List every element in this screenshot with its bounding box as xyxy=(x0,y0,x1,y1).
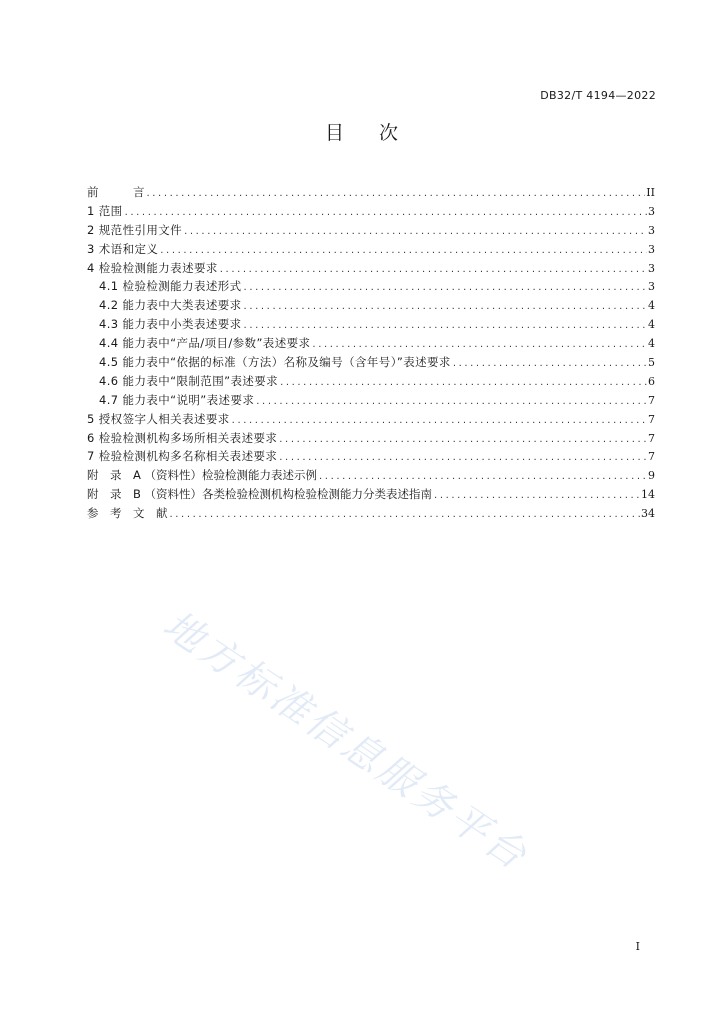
toc-entry-label: 4 检验检测能力表述要求 xyxy=(87,260,218,275)
toc-entry-label: 4.4 能力表中“产品/项目/参数”表述要求 xyxy=(99,336,311,351)
toc-entry-label: 参 考 文 献 xyxy=(87,506,168,521)
toc-entry-label: 4.7 能力表中“说明”表述要求 xyxy=(99,392,255,407)
toc-entry-label: 7 检验检测机构多名称相关表述要求 xyxy=(87,449,278,464)
toc-entry-4-7[interactable] xyxy=(87,391,655,410)
toc-entry-label: 1 范围 xyxy=(87,203,123,218)
toc-entry-page: 7 xyxy=(648,431,655,445)
dot-leader xyxy=(147,185,646,204)
toc-entry-page: 5 xyxy=(648,356,655,370)
page-number: I xyxy=(635,940,640,953)
dot-leader xyxy=(244,298,647,317)
toc-entry-page: 7 xyxy=(648,393,655,407)
watermark: 地方标准信息服务平台 xyxy=(154,602,537,881)
toc-entry-label: 5 授权签字人相关表述要求 xyxy=(87,411,230,426)
toc-entry-4-5[interactable] xyxy=(87,353,655,372)
toc-entry-page: 7 xyxy=(648,450,655,464)
dot-leader xyxy=(453,355,647,374)
toc-entry-bibliography[interactable] xyxy=(87,504,655,523)
dot-leader xyxy=(184,223,647,242)
title-char-2: 次 xyxy=(379,122,400,144)
toc-entry-foreword[interactable] xyxy=(87,183,655,202)
toc-entry-annex-a[interactable] xyxy=(87,466,655,485)
toc-entry-terms[interactable] xyxy=(87,240,655,259)
toc-entry-page: 4 xyxy=(648,337,655,351)
toc-entry-label: 4.3 能力表中小类表述要求 xyxy=(99,317,242,332)
dot-leader xyxy=(160,242,647,261)
toc-entry-normative-references[interactable] xyxy=(87,221,655,240)
toc-entry-4-6[interactable] xyxy=(87,372,655,391)
toc-entry-label: 2 规范性引用文件 xyxy=(87,222,183,237)
toc-entry-scope[interactable] xyxy=(87,202,655,221)
toc-entry-section-4[interactable] xyxy=(87,259,655,278)
toc-entry-page: 14 xyxy=(641,488,655,502)
toc-entry-page: 3 xyxy=(648,242,655,256)
toc-entry-label: 4.2 能力表中大类表述要求 xyxy=(99,298,242,313)
toc-entry-label: 3 术语和定义 xyxy=(87,241,159,256)
page-title xyxy=(0,118,724,145)
toc-entry-label: 前 言 xyxy=(87,185,145,199)
title-char-1: 目 xyxy=(324,122,345,144)
dot-leader xyxy=(125,204,647,223)
dot-leader xyxy=(244,279,647,298)
toc-entry-4-2[interactable] xyxy=(87,296,655,315)
toc-entry-section-6[interactable] xyxy=(87,429,655,448)
dot-leader xyxy=(220,261,647,280)
dot-leader xyxy=(434,487,640,506)
dot-leader xyxy=(279,449,647,468)
toc-entry-4-1[interactable] xyxy=(87,277,655,296)
toc-entry-label: 附 录 A （资料性）检验检测能力表述示例 xyxy=(87,468,318,483)
dot-leader xyxy=(279,431,647,450)
toc-entry-label: 4.6 能力表中“限制范围”表述要求 xyxy=(99,373,279,388)
toc-entry-label: 附 录 B （资料性）各类检验检测机构检验检测能力分类表述指南 xyxy=(87,487,433,502)
toc-entry-label: 4.1 检验检测能力表述形式 xyxy=(99,279,242,294)
dot-leader xyxy=(170,506,641,525)
toc-entry-page: 6 xyxy=(648,374,655,388)
toc-entry-4-4[interactable] xyxy=(87,334,655,353)
table-of-contents xyxy=(87,183,655,523)
document-code: DB32/T 4194—2022 xyxy=(540,89,656,102)
toc-entry-page: II xyxy=(646,186,655,199)
toc-entry-label: 6 检验检测机构多场所相关表述要求 xyxy=(87,430,278,445)
toc-entry-annex-b[interactable] xyxy=(87,485,655,504)
toc-entry-page: 3 xyxy=(648,204,655,218)
toc-entry-page: 3 xyxy=(648,261,655,275)
toc-entry-page: 4 xyxy=(648,299,655,313)
dot-leader xyxy=(232,412,647,431)
dot-leader xyxy=(256,393,647,412)
toc-entry-page: 9 xyxy=(648,469,655,483)
toc-entry-page: 34 xyxy=(641,507,655,521)
toc-entry-page: 7 xyxy=(648,412,655,426)
toc-entry-section-7[interactable] xyxy=(87,447,655,466)
dot-leader xyxy=(280,374,647,393)
toc-entry-page: 4 xyxy=(648,318,655,332)
toc-entry-section-5[interactable] xyxy=(87,410,655,429)
toc-entry-label: 4.5 能力表中“依据的标准（方法）名称及编号（含年号）”表述要求 xyxy=(99,355,451,370)
toc-entry-page: 3 xyxy=(648,223,655,237)
toc-entry-page: 3 xyxy=(648,280,655,294)
toc-entry-4-3[interactable] xyxy=(87,315,655,334)
